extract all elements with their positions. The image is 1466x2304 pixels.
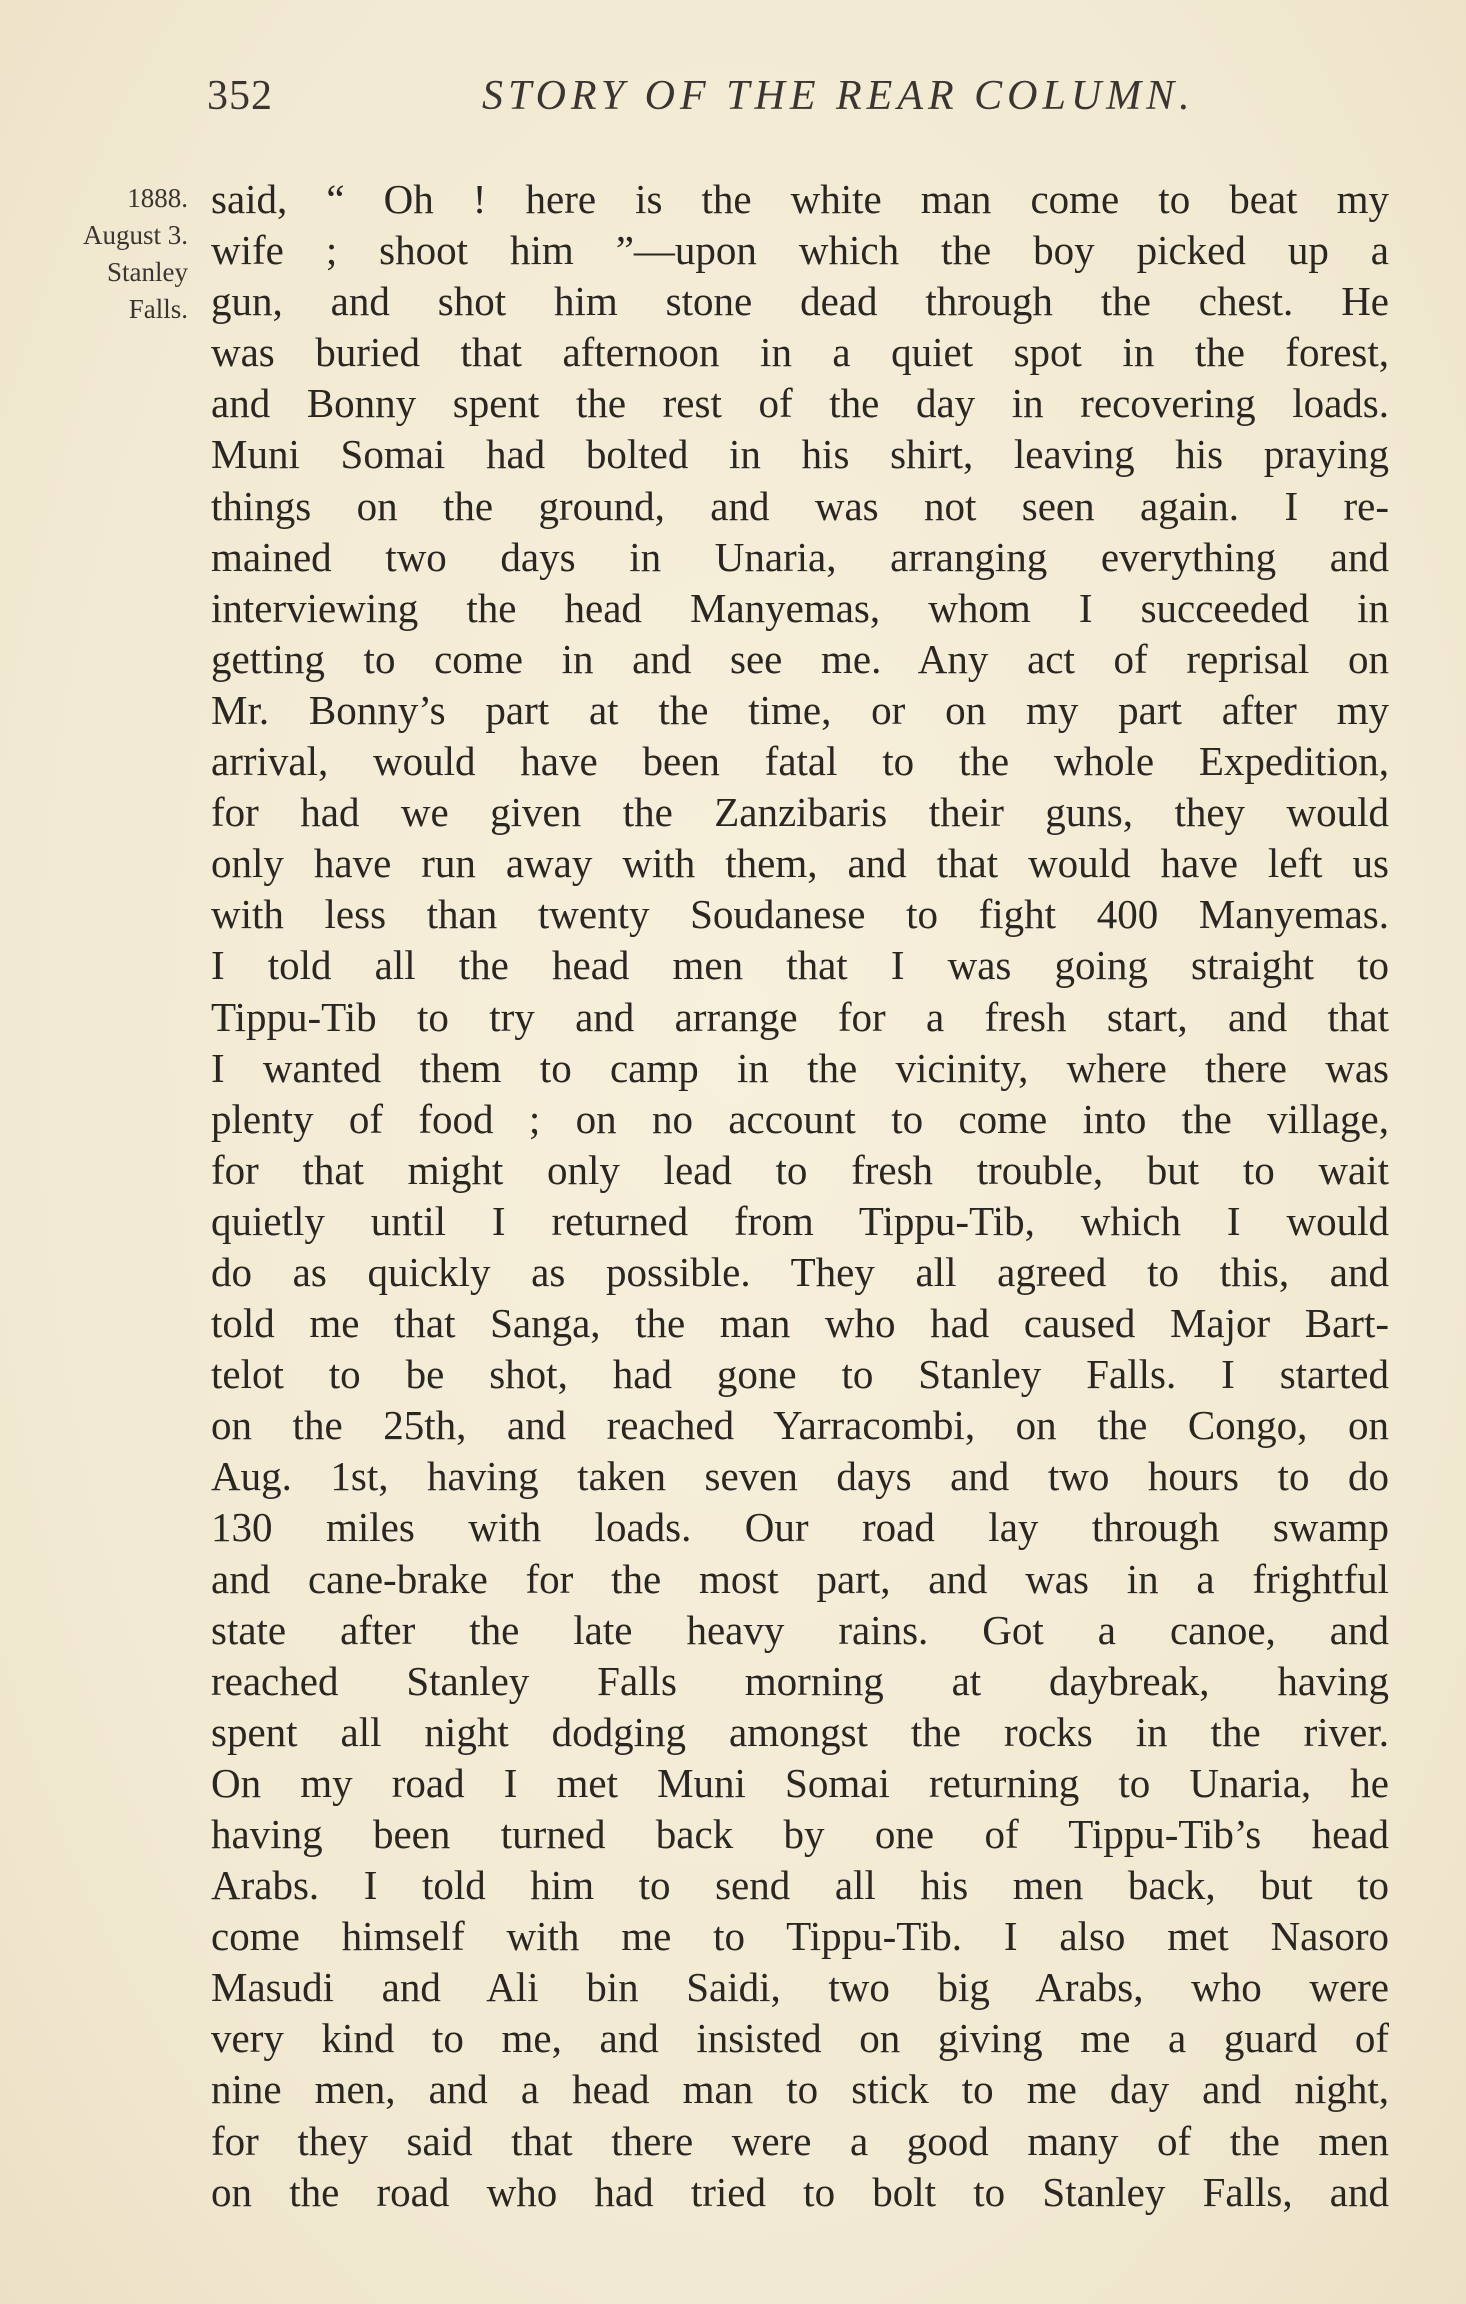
text-line: Aug. 1st, having taken seven days and two hours to do <box>211 1453 1389 1500</box>
text-line: for that might only lead to fresh trouble, but to wait <box>211 1146 1389 1193</box>
text-line: and cane-brake for the most part, and was in a frightful <box>211 1555 1389 1602</box>
text-line: arrival, would have been fatal to the whole Expedition, <box>211 738 1389 785</box>
text-line: plenty of food ; on no account to come into the village, <box>211 1095 1389 1142</box>
text-line: having been turned back by one of Tippu-Tib’s head <box>211 1811 1389 1857</box>
margin-note <box>28 180 188 328</box>
text-line: 130 miles with loads. Our road lay through swamp <box>211 1504 1389 1551</box>
text-line: wife ; shoot him ”—upon which the boy picked up a <box>211 227 1389 274</box>
margin-note-place-cont: Falls. <box>128 294 188 324</box>
margin-note-year: 1888. <box>127 183 188 213</box>
text-line: for they said that there were a good many of the men <box>211 2117 1389 2164</box>
text-line: On my road I met Muni Somai returning to Unaria, he <box>211 1759 1389 1806</box>
body-text <box>211 174 1389 2218</box>
text-line: nine men, and a head man to stick to me day and night, <box>211 2066 1389 2113</box>
page-number: 352 <box>207 73 273 119</box>
text-line: Muni Somai had bolted in his shirt, leaving his praying <box>211 431 1389 478</box>
running-title: STORY OF THE REAR COLUMN. <box>482 73 1195 119</box>
text-line: telot to be shot, had gone to Stanley Falls. I started <box>211 1351 1389 1398</box>
page-header <box>0 72 1466 132</box>
text-line: Arabs. I told him to send all his men back, but to <box>211 1862 1389 1909</box>
text-line: Tippu-Tib to try and arrange for a fresh start, and that <box>211 993 1389 1040</box>
text-line: very kind to me, and insisted on giving me a guard of <box>211 2015 1389 2062</box>
text-line: on the 25th, and reached Yarracombi, on the Congo, on <box>211 1402 1389 1449</box>
text-line: Mr. Bonny’s part at the time, or on my part after my <box>211 686 1389 733</box>
text-line: I told all the head men that I was going straight to <box>211 942 1389 989</box>
text-line: and Bonny spent the rest of the day in recovering loads. <box>211 380 1389 427</box>
text-line: things on the ground, and was not seen again. I re- <box>211 482 1389 529</box>
text-line: said, “ Oh ! here is the white man come to beat my <box>211 176 1389 222</box>
text-line: spent all night dodging amongst the rocks in the river. <box>211 1708 1389 1755</box>
text-line: Masudi and Ali bin Saidi, two big Arabs, who were <box>211 1964 1389 2011</box>
text-line: getting to come in and see me. Any act of reprisal on <box>211 635 1389 682</box>
text-line: state after the late heavy rains. Got a canoe, and <box>211 1606 1389 1653</box>
text-line: told me that Sanga, the man who had caused Major Bart- <box>211 1300 1389 1347</box>
margin-note-date: August 3. <box>82 220 188 250</box>
text-line: come himself with me to Tippu-Tib. I also met Nasoro <box>211 1913 1389 1960</box>
text-line: reached Stanley Falls morning at daybreak, having <box>211 1657 1389 1704</box>
text-line: mained two days in Unaria, arranging everything and <box>211 533 1389 580</box>
text-line: was buried that afternoon in a quiet spot in the forest, <box>211 329 1389 376</box>
text-line: only have run away with them, and that would have left us <box>211 840 1389 887</box>
text-line: I wanted them to camp in the vicinity, where there was <box>211 1044 1389 1091</box>
text-line: with less than twenty Soudanese to fight 400 Manyemas. <box>211 891 1389 938</box>
margin-note-place: Stanley <box>107 257 188 287</box>
text-line: interviewing the head Manyemas, whom I succeeded in <box>211 584 1389 631</box>
text-line: gun, and shot him stone dead through the chest. He <box>211 278 1389 325</box>
text-line: quietly until I returned from Tippu-Tib, which I would <box>211 1197 1389 1244</box>
text-line: do as quickly as possible. They all agreed to this, and <box>211 1248 1389 1295</box>
text-line: for had we given the Zanzibaris their guns, they would <box>211 789 1389 836</box>
text-line: on the road who had tried to bolt to Stanley Falls, and <box>211 2168 1389 2215</box>
